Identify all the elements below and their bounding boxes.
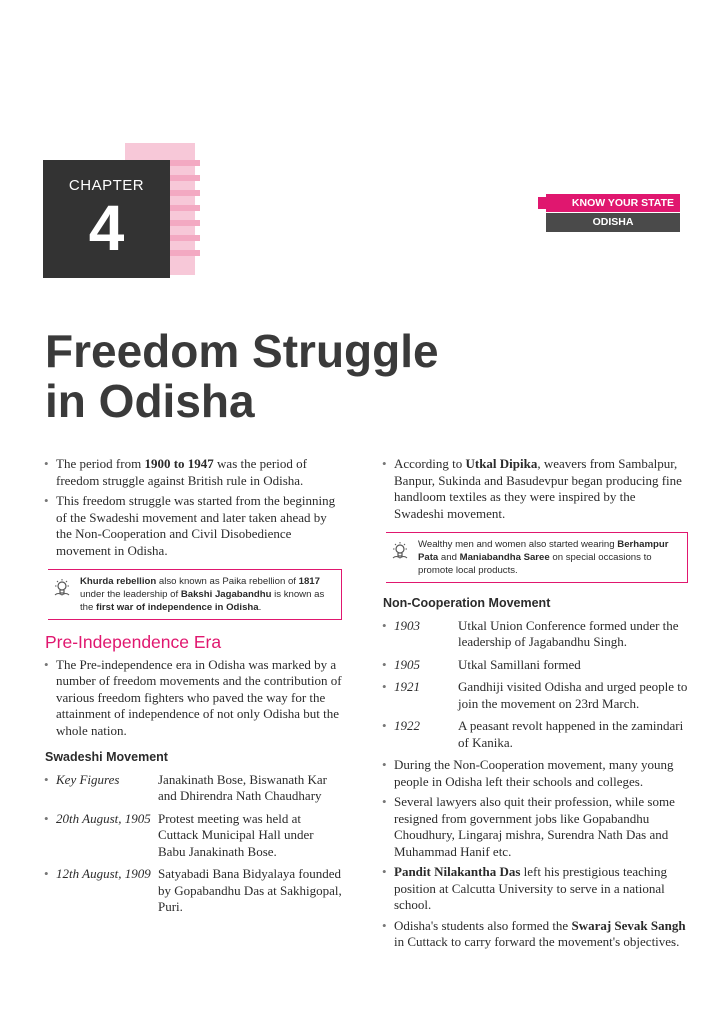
note-bold: Maniabandha Saree [459, 552, 550, 563]
note-bold: Bakshi Jagabandhu [180, 589, 272, 600]
badge-bottom-label: ODISHA [546, 213, 680, 232]
badge-top [546, 194, 680, 212]
left-bullet-period [32, 456, 342, 489]
swadeshi-row-key: • 20th August, 1905 [56, 810, 151, 826]
note-text: . [258, 602, 262, 613]
swadeshi-row [32, 811, 342, 861]
wealthy-note-box [386, 532, 688, 583]
text: Odisha's students also formed the [394, 917, 572, 933]
chapter-decoration-stripes [170, 160, 200, 265]
swadeshi-row-key: • Key Figures [56, 771, 120, 787]
swadeshi-row [32, 866, 342, 916]
right-bullet-swaraj-sevak [370, 918, 688, 951]
swadeshi-row-value: Satyabadi Bana Bidyalaya founded by Gopabandhu Das at Sakhigopal, Puri. [158, 866, 342, 914]
text: , weavers from Sambalpur, Banpur, Sukinda and Basudevpur began producing fine handloom textiles as they were inspired by the Swadeshi movement. [394, 456, 682, 521]
note-text: under the leadership of [80, 589, 181, 600]
ncm-row-key: • 1903 [394, 617, 420, 633]
chapter-title [45, 326, 439, 426]
text: The period from [56, 456, 145, 471]
badge-marker [538, 197, 546, 209]
right-bullet-utkal-dipika [370, 456, 688, 522]
left-bullet-struggle: • This freedom struggle was started from the beginning of the Swadeshi movement and later taken ahead by the Non-Cooperation and Civil Disobedience movement in Odisha. [32, 493, 342, 559]
ncm-row [370, 718, 688, 751]
text: was the period of freedom struggle against British rule in Odisha. [56, 456, 307, 488]
note-bold: 1817 [298, 576, 320, 587]
ncm-row [370, 618, 688, 651]
text: left his prestigious teaching position at Calcutta University to serve in a national school. [394, 864, 668, 912]
note-text: also known as Paika rebellion of [156, 576, 299, 587]
right-bullet-nilakantha [370, 864, 688, 914]
ncm-row-key: • 1921 [394, 679, 420, 694]
note-bold: Berhampur Pata [418, 539, 669, 563]
chapter-title-line2: in Odisha [45, 375, 255, 427]
ncm-row [370, 679, 688, 712]
ncm-row-value: Utkal Samillani formed [458, 656, 581, 672]
chapter-number: 4 [88, 192, 125, 264]
subsection-title-non-cooperation: Non-Cooperation Movement [383, 596, 551, 610]
text: in Cuttack to carry forward the movement's objectives. [394, 934, 680, 949]
note-text: is known as the [80, 589, 325, 613]
right-bullet-students-left: • During the Non-Cooperation movement, many young people in Odisha left their schools and colleges. [370, 757, 688, 790]
ncm-row [370, 657, 688, 674]
note-bold: Khurda rebellion [80, 576, 157, 587]
text: According to [394, 456, 466, 471]
swadeshi-row-value: Protest meeting was held at Cuttack Municipal Hall under Babu Janakinath Bose. [158, 810, 314, 859]
text-bold: 1900 to 1947 [144, 456, 214, 471]
left-column [32, 456, 342, 922]
know-your-state-badge [546, 194, 680, 232]
subsection-title-swadeshi: Swadeshi Movement [45, 750, 168, 764]
note-bold: first war of independence in Odisha [96, 602, 259, 613]
ncm-row-key: • 1922 [394, 718, 420, 733]
ncm-row-value: Gandhiji visited Odisha and urged people to join the movement on 23rd March. [458, 679, 688, 711]
section-title-pre-independence: Pre-Independence Era [45, 632, 222, 652]
chapter-title-line1: Freedom Struggle [45, 325, 439, 377]
chapter-box [43, 160, 170, 278]
swadeshi-row-value: Janakinath Bose, Biswanath Kar and Dhirendra Nath Chaudhary [158, 771, 327, 803]
chapter-label: CHAPTER [68, 177, 145, 194]
khurda-note-box [48, 569, 342, 620]
ncm-row-value: A peasant revolt happened in the zamindari of Kanika. [458, 718, 684, 750]
note-text: on special occasions to promote local products. [418, 552, 652, 576]
swadeshi-row [32, 772, 342, 805]
text-bold: Utkal Dipika [465, 456, 538, 471]
lightbulb-icon [52, 578, 72, 598]
badge-top-label: KNOW YOUR STATE [571, 197, 674, 209]
ncm-row-key: • 1905 [394, 656, 420, 672]
swadeshi-row-key: • 12th August, 1909 [56, 866, 151, 881]
note-text: Wealthy men and women also started wearing [418, 539, 618, 550]
ncm-row-value: Utkal Union Conference formed under the leadership of Jagabandhu Singh. [458, 617, 679, 649]
left-bullet-pre-independence: • The Pre-independence era in Odisha was marked by a number of freedom movements and the contribution of various freedom fighters who paved the way for the attainment of independence of not only Odisha but the whole nation. [32, 657, 342, 740]
right-bullet-lawyers: • Several lawyers also quit their profession, while some resigned from government jobs like Gopabandhu Choudhury, Lingaraj mishra, Surendra Nath Das and Muhammad Hanif etc. [370, 794, 688, 860]
lightbulb-icon [390, 541, 410, 561]
note-text: and [438, 552, 460, 563]
right-column [370, 456, 688, 955]
text-bold: Swaraj Sevak Sangh [571, 917, 686, 933]
text-bold: Pandit Nilakantha Das [394, 864, 521, 879]
